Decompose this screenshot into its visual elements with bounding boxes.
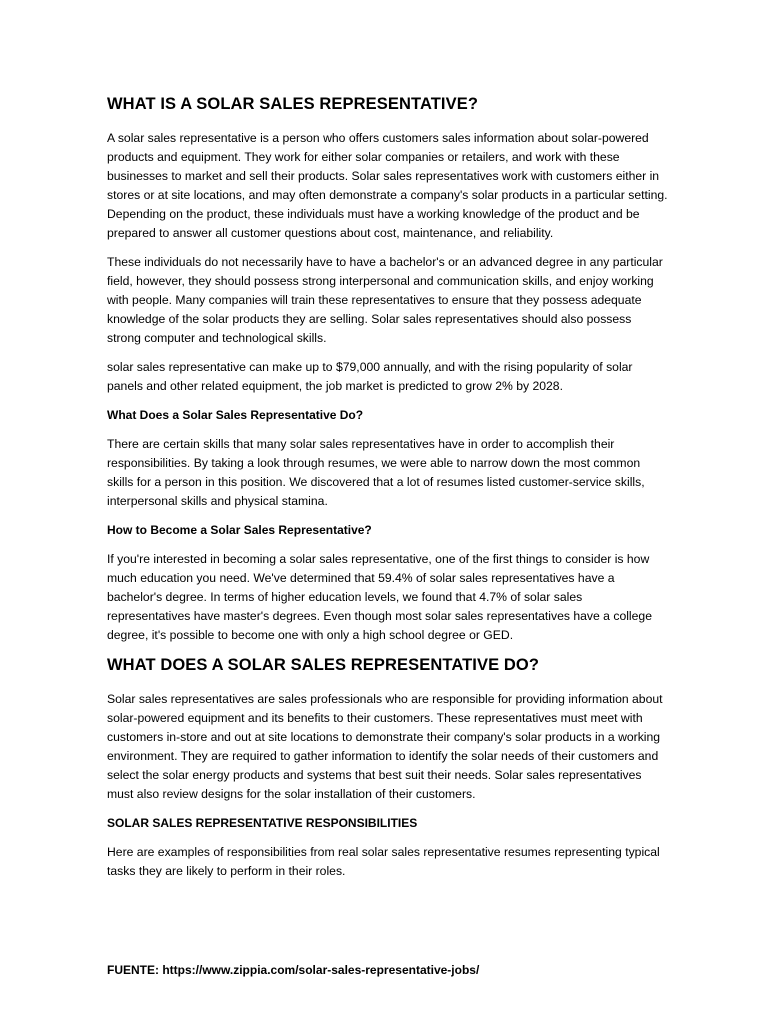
paragraph-examples: Here are examples of responsibilities from real solar sales representative resumes representing typical tasks they are likely to perform in their roles.: [107, 845, 660, 878]
paragraph-education: These individuals do not necessarily have to have a bachelor's or an advanced degree in any particular field, however, they should possess strong interpersonal and communication skills, and enjoy working with people. Many companies will train these representatives to ensure that they possess adequate knowledge of the solar products they are selling. Solar sales representatives should also possess strong computer and technological skills.: [107, 255, 663, 345]
subheading-responsibilities: SOLAR SALES REPRESENTATIVE RESPONSIBILITIES: [107, 816, 418, 830]
paragraph-skills: There are certain skills that many solar sales representatives have in order to accomplish their responsibilities. By taking a look through resumes, we were able to narrow down the most common skills for a person in this position. We discovered that a lot of resumes listed customer-service skills, interpersonal skills and physical stamina.: [107, 437, 645, 508]
heading-what-does: WHAT DOES A SOLAR SALES REPRESENTATIVE DO?: [107, 656, 539, 674]
paragraph-duties: Solar sales representatives are sales professionals who are responsible for providing information about solar-powered equipment and its benefits to their customers. These representatives must meet with customers in-store and out at site locations to demonstrate their company's solar products in a working environment. They are required to gather information to identify the solar needs of their customers and select the solar energy products and systems that best suit their needs. Solar sales representatives must also review designs for the solar installation of their customers.: [107, 692, 663, 801]
paragraph-salary: solar sales representative can make up to $79,000 annually, and with the rising popularity of solar panels and other related equipment, the job market is predicted to grow 2% by 2028.: [107, 360, 633, 393]
paragraph-degrees: If you're interested in becoming a solar sales representative, one of the first things to consider is how much education you need. We've determined that 59.4% of solar sales representatives have a bachelor's degree. In terms of higher education levels, we found that 4.7% of solar sales representatives have master's degrees. Even though most solar sales representatives have a college degree, it's possible to become one with only a high school degree or GED.: [107, 552, 652, 642]
subheading-what-does: What Does a Solar Sales Representative Do?: [107, 408, 364, 422]
source-footer: FUENTE: https://www.zippia.com/solar-sales-representative-jobs/: [107, 963, 480, 977]
subheading-how-to-become: How to Become a Solar Sales Representative?: [107, 523, 372, 537]
paragraph-definition: A solar sales representative is a person who offers customers sales information about solar-powered products and equipment. They work for either solar companies or retailers, and work with these businesses to market and sell their products. Solar sales representatives work with customers either in stores or at site locations, and may often demonstrate a company's solar products in a particular setting. Depending on the product, these individuals must have a working knowledge of the product and be prepared to answer all customer questions about cost, maintenance, and reliability.: [107, 131, 668, 240]
heading-what-is: WHAT IS A SOLAR SALES REPRESENTATIVE?: [107, 95, 478, 113]
